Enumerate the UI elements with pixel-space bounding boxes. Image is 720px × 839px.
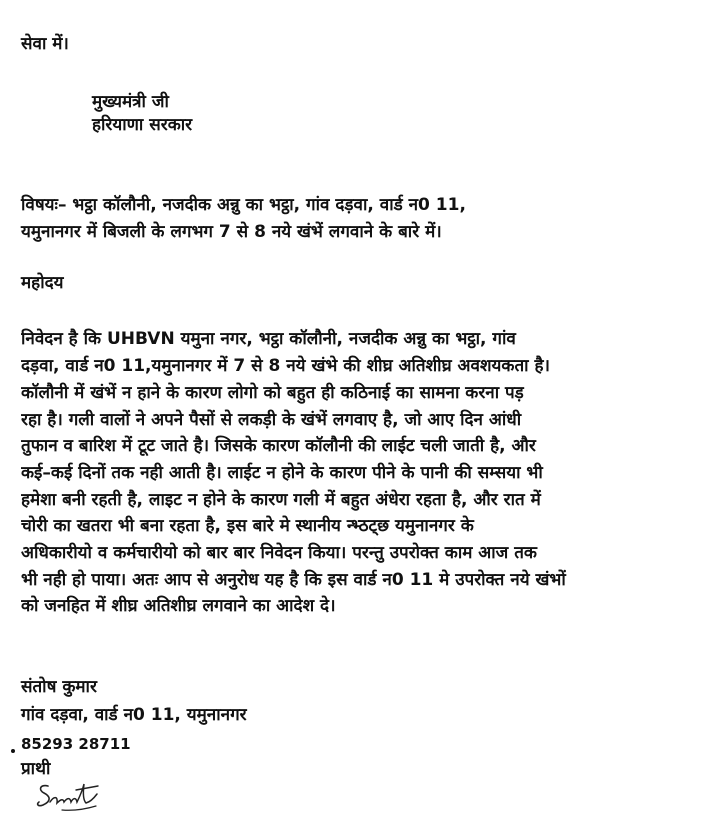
subject-line-1: विषयः– भट्ठा कॉलौनी, नजदीक अन्नु का भट्ठा, गांव दड़वा, वार्ड न0 11,: [21, 195, 466, 215]
greeting: महोदय: [21, 273, 64, 293]
body-line: कई–कई दिनों तक नही आती है। लाईट न होने के कारण पीने के पानी की सम्सया भी: [21, 463, 543, 483]
signature-mark: [34, 776, 104, 814]
body-line: चोरी का खतरा भी बना रहता है, इस बारे मे स्थानीय न्भ्ठट्छ यमुनानगर के: [21, 516, 474, 536]
closing-word: प्राथी: [21, 759, 51, 779]
recipient-title: मुख्यमंत्री जी: [92, 92, 169, 112]
body-line: रहा है। गली वालों ने अपने पैसों से लकड़ी के खंभें लगवाए है, जो आए दिन आंधी: [21, 410, 522, 430]
body-line: हमेशा बनी रहती है, लाइट न होने के कारण गली में बहुत अंधेरा रहता है, और रात में: [21, 490, 541, 510]
salutation-to: सेवा में।: [21, 34, 69, 54]
stray-dot: [11, 749, 15, 753]
body-line: अधिकारीयो व कर्मचारीयो को बार बार निवेदन किया। परन्तु उपरोक्त काम आज तक: [21, 543, 537, 563]
body-line: दड़वा, वार्ड न0 11,यमुनानगर में 7 से 8 नये खंभे की शीघ्र अतिशीघ्र अवशयकता है।: [21, 356, 550, 376]
body-line: तुफान व बारिश में टूट जाते है। जिसके कारण कॉलौनी की लाईट चली जाती है, और: [21, 436, 536, 456]
body-line: भी नही हो पाया। अतः आप से अनुरोध यह है कि इस वार्ड न0 11 मे उपरोक्त नये खंभों: [21, 570, 566, 590]
subject-line-2: यमुनानगर में बिजली के लगभग 7 से 8 नये खंभें लगवाने के बारे में।: [21, 222, 442, 242]
sender-name: संतोष कुमार: [21, 677, 97, 697]
body-line: कॉलौनी में खंभें न हाने के कारण लोगो को बहुत ही कठिनाई का सामना करना पड़: [21, 383, 524, 403]
sender-phone: 85293 28711: [21, 735, 131, 753]
body-line: को जनहित में शीघ्र अतिशीघ्र लगवाने का आदेश दे।: [21, 596, 336, 616]
recipient-office: हरियाणा सरकार: [92, 115, 193, 135]
sender-address: गांव दड़वा, वार्ड न0 11, यमुनानगर: [21, 705, 247, 725]
body-line: निवेदन है कि UHBVN यमुना नगर, भट्ठा कॉलौनी, नजदीक अन्नु का भट्ठा, गांव: [21, 329, 516, 349]
